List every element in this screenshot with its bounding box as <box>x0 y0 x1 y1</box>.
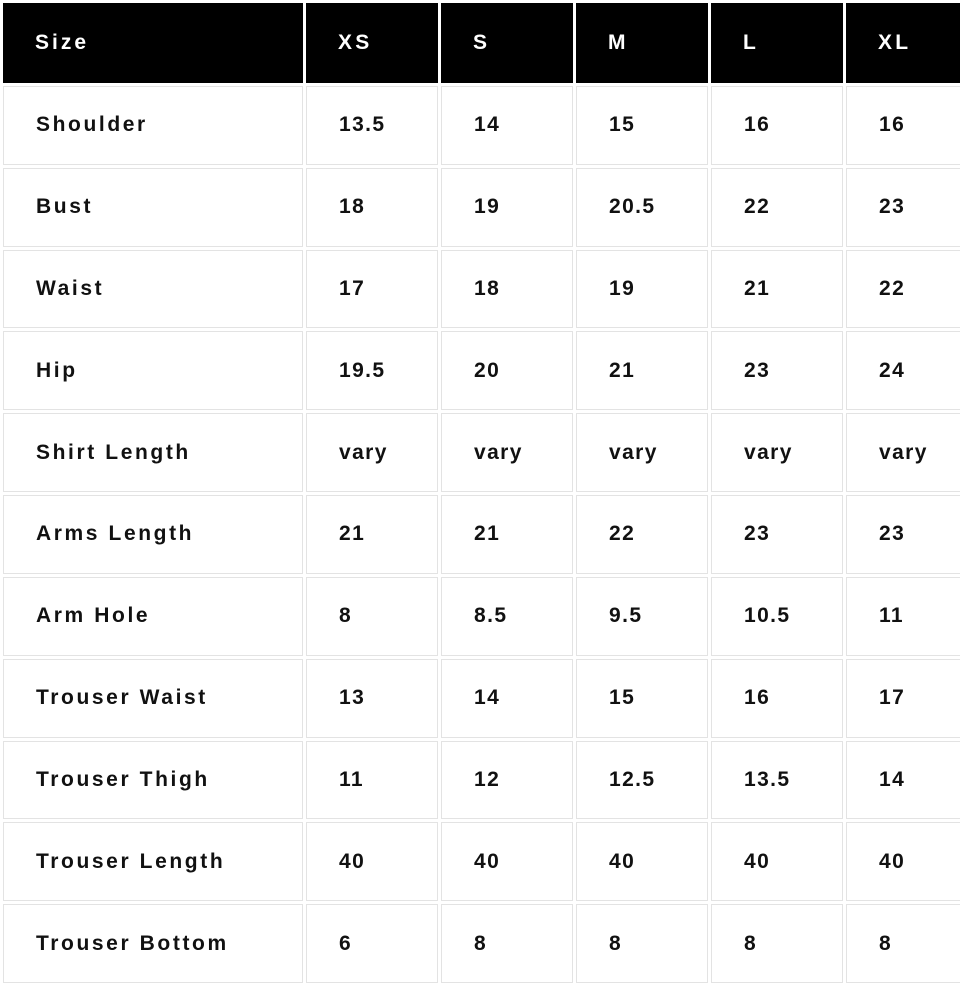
table-row <box>3 741 960 820</box>
cell-xl: 23 <box>846 168 960 247</box>
cell-xs: vary <box>306 413 438 492</box>
cell-s: 8.5 <box>441 577 573 656</box>
cell-m: 15 <box>576 659 708 738</box>
column-header-m: M <box>576 3 708 83</box>
cell-xl: 16 <box>846 86 960 165</box>
cell-s: vary <box>441 413 573 492</box>
cell-l: 23 <box>711 331 843 410</box>
table-row <box>3 577 960 656</box>
cell-xl: 24 <box>846 331 960 410</box>
cell-s: 14 <box>441 86 573 165</box>
cell-m: vary <box>576 413 708 492</box>
cell-l: 13.5 <box>711 741 843 820</box>
row-label: Trouser Waist <box>3 659 303 738</box>
table-row <box>3 250 960 329</box>
cell-xs: 18 <box>306 168 438 247</box>
row-label: Arms Length <box>3 495 303 574</box>
cell-xl: 14 <box>846 741 960 820</box>
table-row <box>3 495 960 574</box>
table-row <box>3 822 960 901</box>
table-body <box>3 86 960 983</box>
cell-xs: 8 <box>306 577 438 656</box>
column-header-size: Size <box>3 3 303 83</box>
cell-m: 12.5 <box>576 741 708 820</box>
table-row <box>3 413 960 492</box>
row-label: Shirt Length <box>3 413 303 492</box>
cell-m: 9.5 <box>576 577 708 656</box>
cell-m: 15 <box>576 86 708 165</box>
cell-l: 10.5 <box>711 577 843 656</box>
cell-s: 12 <box>441 741 573 820</box>
row-label: Waist <box>3 250 303 329</box>
table-row <box>3 86 960 165</box>
cell-m: 19 <box>576 250 708 329</box>
cell-m: 40 <box>576 822 708 901</box>
cell-xs: 6 <box>306 904 438 983</box>
column-header-l: L <box>711 3 843 83</box>
cell-l: 21 <box>711 250 843 329</box>
cell-s: 18 <box>441 250 573 329</box>
cell-s: 8 <box>441 904 573 983</box>
cell-xs: 13.5 <box>306 86 438 165</box>
row-label: Trouser Bottom <box>3 904 303 983</box>
table-row <box>3 168 960 247</box>
cell-l: 8 <box>711 904 843 983</box>
table-header-row <box>3 3 960 83</box>
cell-xl: vary <box>846 413 960 492</box>
column-header-s: S <box>441 3 573 83</box>
cell-m: 8 <box>576 904 708 983</box>
cell-xs: 13 <box>306 659 438 738</box>
cell-xl: 17 <box>846 659 960 738</box>
column-header-xl: XL <box>846 3 960 83</box>
table-row <box>3 659 960 738</box>
row-label: Hip <box>3 331 303 410</box>
table-header <box>3 3 960 83</box>
cell-xl: 8 <box>846 904 960 983</box>
cell-m: 22 <box>576 495 708 574</box>
row-label: Shoulder <box>3 86 303 165</box>
column-header-xs: XS <box>306 3 438 83</box>
cell-s: 19 <box>441 168 573 247</box>
cell-l: 16 <box>711 86 843 165</box>
cell-xs: 11 <box>306 741 438 820</box>
cell-l: 40 <box>711 822 843 901</box>
cell-s: 14 <box>441 659 573 738</box>
cell-m: 21 <box>576 331 708 410</box>
row-label: Trouser Length <box>3 822 303 901</box>
row-label: Arm Hole <box>3 577 303 656</box>
cell-xs: 40 <box>306 822 438 901</box>
cell-s: 20 <box>441 331 573 410</box>
cell-xs: 21 <box>306 495 438 574</box>
row-label: Trouser Thigh <box>3 741 303 820</box>
cell-l: 16 <box>711 659 843 738</box>
cell-xl: 11 <box>846 577 960 656</box>
cell-s: 21 <box>441 495 573 574</box>
cell-l: 23 <box>711 495 843 574</box>
cell-l: vary <box>711 413 843 492</box>
table-row <box>3 904 960 983</box>
cell-xl: 40 <box>846 822 960 901</box>
cell-xs: 19.5 <box>306 331 438 410</box>
cell-xl: 23 <box>846 495 960 574</box>
cell-m: 20.5 <box>576 168 708 247</box>
cell-s: 40 <box>441 822 573 901</box>
cell-xs: 17 <box>306 250 438 329</box>
row-label: Bust <box>3 168 303 247</box>
cell-xl: 22 <box>846 250 960 329</box>
table-row <box>3 331 960 410</box>
cell-l: 22 <box>711 168 843 247</box>
